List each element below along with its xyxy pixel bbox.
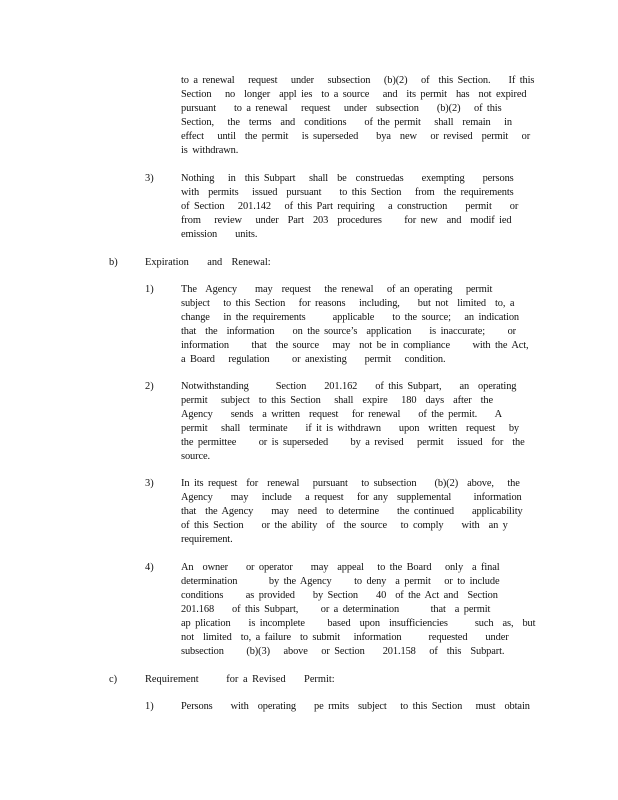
paragraph-line: Agency may include a request for any supplemental information — [181, 492, 522, 503]
paragraph-line: Agency sends a written request for renewal of the permit. A — [181, 409, 502, 420]
section-letter: b) — [109, 257, 118, 268]
paragraph-line: 201.168 of this Subpart, or a determination that a permit — [181, 604, 491, 615]
paragraph-line: In its request for renewal pursuant to subsection (b)(2) above, the — [181, 478, 520, 489]
paragraph-line: with permits issued pursuant to this Section from the requirements — [181, 187, 514, 198]
item-number: 4) — [145, 562, 154, 573]
paragraph-line: that the information on the source’s application is inaccurate; or — [181, 326, 517, 337]
paragraph-line: The Agency may request the renewal of an operating permit — [181, 284, 493, 295]
item-number: 2) — [145, 381, 154, 392]
paragraph-line: information that the source may not be in compliance with the Act, — [181, 340, 529, 351]
paragraph-line: source. — [181, 451, 211, 462]
paragraph-line: requirement. — [181, 534, 233, 545]
paragraph-line: is withdrawn. — [181, 145, 239, 156]
paragraph-line: not limited to, a failure to submit information requested under — [181, 632, 509, 643]
paragraph-line: to a renewal request under subsection (b)(2) of this Section. If this — [181, 75, 535, 86]
paragraph-line: conditions as provided by Section 40 of the Act and Section — [181, 590, 498, 601]
paragraph-line: emission units. — [181, 229, 258, 240]
paragraph-line: ap plication is incomplete based upon insufficiencies such as, but — [181, 618, 536, 629]
paragraph-line: change in the requirements applicable to the source; an indication — [181, 312, 520, 323]
item-number: 3) — [145, 478, 154, 489]
paragraph-line: that the Agency may need to determine the continued applicability — [181, 506, 523, 517]
paragraph-line: subject to this Section for reasons including, but not limited to, a — [181, 298, 515, 309]
paragraph-line: determination by the Agency to deny a permit or to include — [181, 576, 500, 587]
section-letter: c) — [109, 674, 118, 685]
paragraph-line: a Board regulation or anexisting permit condition. — [181, 354, 446, 365]
paragraph-line: of Section 201.142 of this Part requiring a construction permit or — [181, 201, 519, 212]
paragraph-line: permit subject to this Section shall expire 180 days after the — [181, 395, 494, 406]
paragraph-line: Section, the terms and conditions of the permit shall remain in — [181, 117, 513, 128]
paragraph-line: of this Section or the ability of the source to comply with an y — [181, 520, 508, 531]
paragraph-line: the permittee or is superseded by a revised permit issued for the — [181, 437, 525, 448]
paragraph-line: subsection (b)(3) above or Section 201.158 of this Subpart. — [181, 646, 505, 657]
section-heading: Expiration and Renewal: — [145, 257, 271, 268]
paragraph-line: Section no longer appl ies to a source and its permit has not expired — [181, 89, 527, 100]
paragraph-line: pursuant to a renewal request under subsection (b)(2) of this — [181, 103, 502, 114]
paragraph-line: An owner or operator may appeal to the Board only a final — [181, 562, 500, 573]
paragraph-line: Persons with operating pe rmits subject to this Section must obtain — [181, 701, 530, 712]
paragraph-line: permit shall terminate if it is withdrawn upon written request by — [181, 423, 520, 434]
item-number: 1) — [145, 284, 154, 295]
paragraph-line: from review under Part 203 procedures for new and modif ied — [181, 215, 512, 226]
paragraph-line: effect until the permit is superseded bya new or revised permit or — [181, 131, 531, 142]
item-number: 3) — [145, 173, 154, 184]
paragraph-line: Notwithstanding Section 201.162 of this Subpart, an operating — [181, 381, 517, 392]
paragraph-line: Nothing in this Subpart shall be construedas exempting persons — [181, 173, 514, 184]
item-number: 1) — [145, 701, 154, 712]
section-heading: Requirement for a Revised Permit: — [145, 674, 335, 685]
